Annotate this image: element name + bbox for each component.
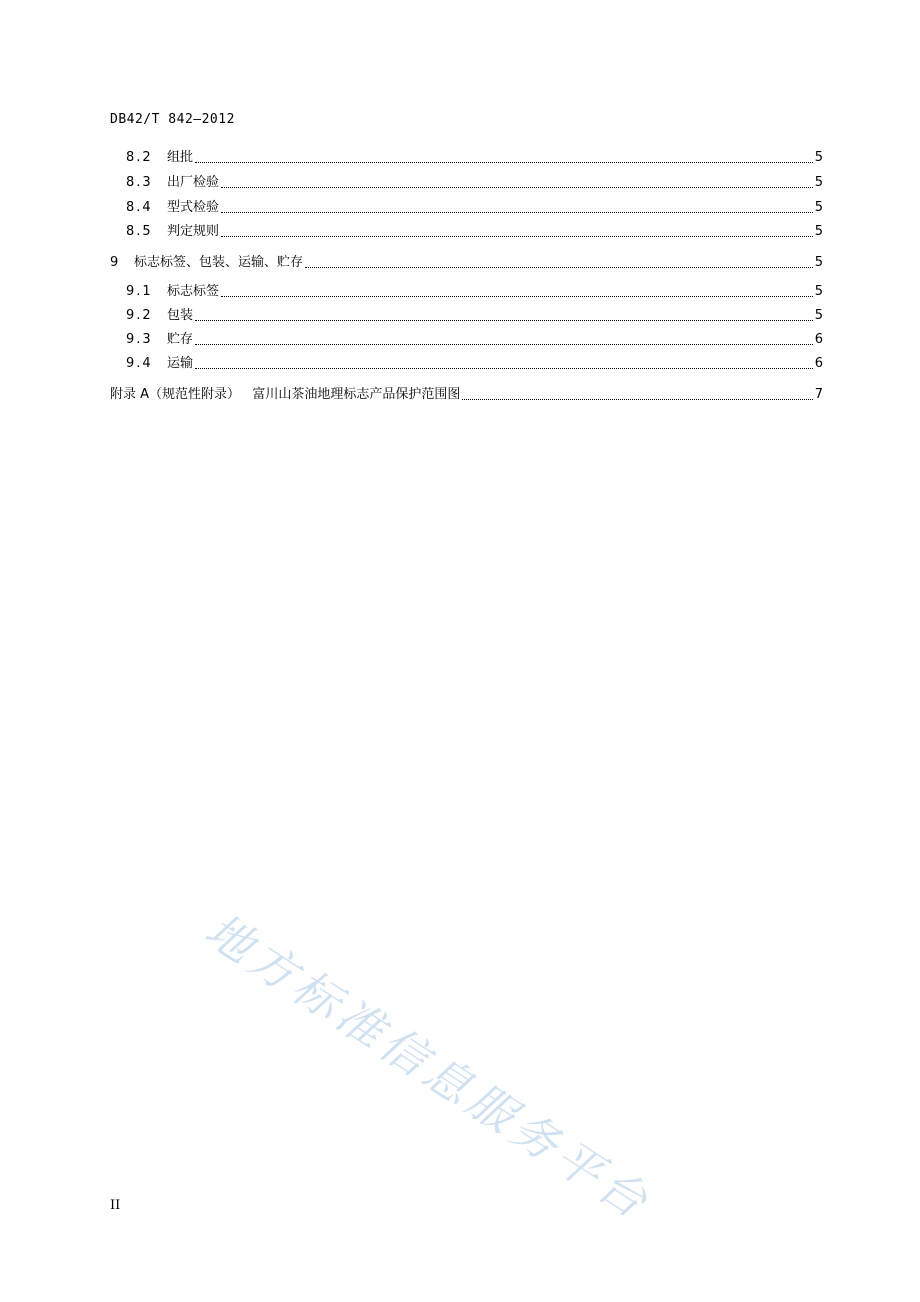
toc-number: 9.4 — [126, 356, 153, 371]
toc-page: 5 — [814, 200, 823, 215]
toc-number: 9.3 — [126, 332, 153, 347]
toc-page: 6 — [814, 332, 823, 347]
toc-title: 型式检验 — [167, 200, 220, 215]
toc-page: 5 — [814, 284, 823, 299]
toc-page: 5 — [814, 224, 823, 239]
toc-page: 6 — [814, 356, 823, 371]
toc-number: 9.1 — [126, 284, 153, 299]
page-number: II — [110, 1198, 121, 1213]
toc-title: 标志标签、包装、运输、贮存 — [134, 255, 304, 270]
toc-title: 附录 A（规范性附录） 富川山茶油地理标志产品保护范围图 — [110, 387, 461, 402]
toc-entry-9-1[interactable] — [126, 282, 823, 302]
toc-leader-dots — [195, 319, 813, 321]
toc-leader-dots — [195, 161, 813, 163]
toc-leader-dots — [221, 295, 813, 297]
toc-page: 5 — [814, 175, 823, 190]
watermark: 地方标准信息服务平台 — [195, 902, 662, 1232]
toc-title: 贮存 — [167, 332, 194, 347]
toc-title: 运输 — [167, 356, 194, 371]
toc-number: 8.4 — [126, 200, 153, 215]
toc-title: 组批 — [167, 150, 194, 165]
toc-leader-dots — [221, 186, 813, 188]
toc-leader-dots — [462, 398, 813, 400]
toc-number: 8.2 — [126, 150, 153, 165]
toc-leader-dots — [221, 211, 813, 213]
toc-entry-8-4[interactable] — [126, 198, 823, 218]
toc-entry-appendix-a[interactable] — [110, 385, 823, 405]
toc-title: 出厂检验 — [167, 175, 220, 190]
toc-page: 7 — [814, 387, 823, 402]
toc-page: 5 — [814, 255, 823, 270]
toc-title: 标志标签 — [167, 284, 220, 299]
toc-page: 5 — [814, 308, 823, 323]
toc-title: 包装 — [167, 308, 194, 323]
toc-entry-8-3[interactable] — [126, 173, 823, 193]
toc-entry-9-3[interactable] — [126, 330, 823, 350]
toc-entry-9[interactable] — [110, 253, 823, 273]
toc-entry-8-2[interactable] — [126, 148, 823, 168]
toc-entry-9-2[interactable] — [126, 306, 823, 326]
toc-leader-dots — [305, 266, 813, 268]
document-code: DB42/T 842—2012 — [110, 112, 235, 127]
toc-leader-dots — [195, 367, 813, 369]
toc-number: 9 — [110, 255, 121, 270]
toc-number: 9.2 — [126, 308, 153, 323]
toc-leader-dots — [195, 343, 813, 345]
toc-page: 5 — [814, 150, 823, 165]
toc-leader-dots — [221, 235, 813, 237]
toc-number: 8.5 — [126, 224, 153, 239]
toc-entry-9-4[interactable] — [126, 354, 823, 374]
toc-number: 8.3 — [126, 175, 153, 190]
toc-entry-8-5[interactable] — [126, 222, 823, 242]
toc-title: 判定规则 — [167, 224, 220, 239]
